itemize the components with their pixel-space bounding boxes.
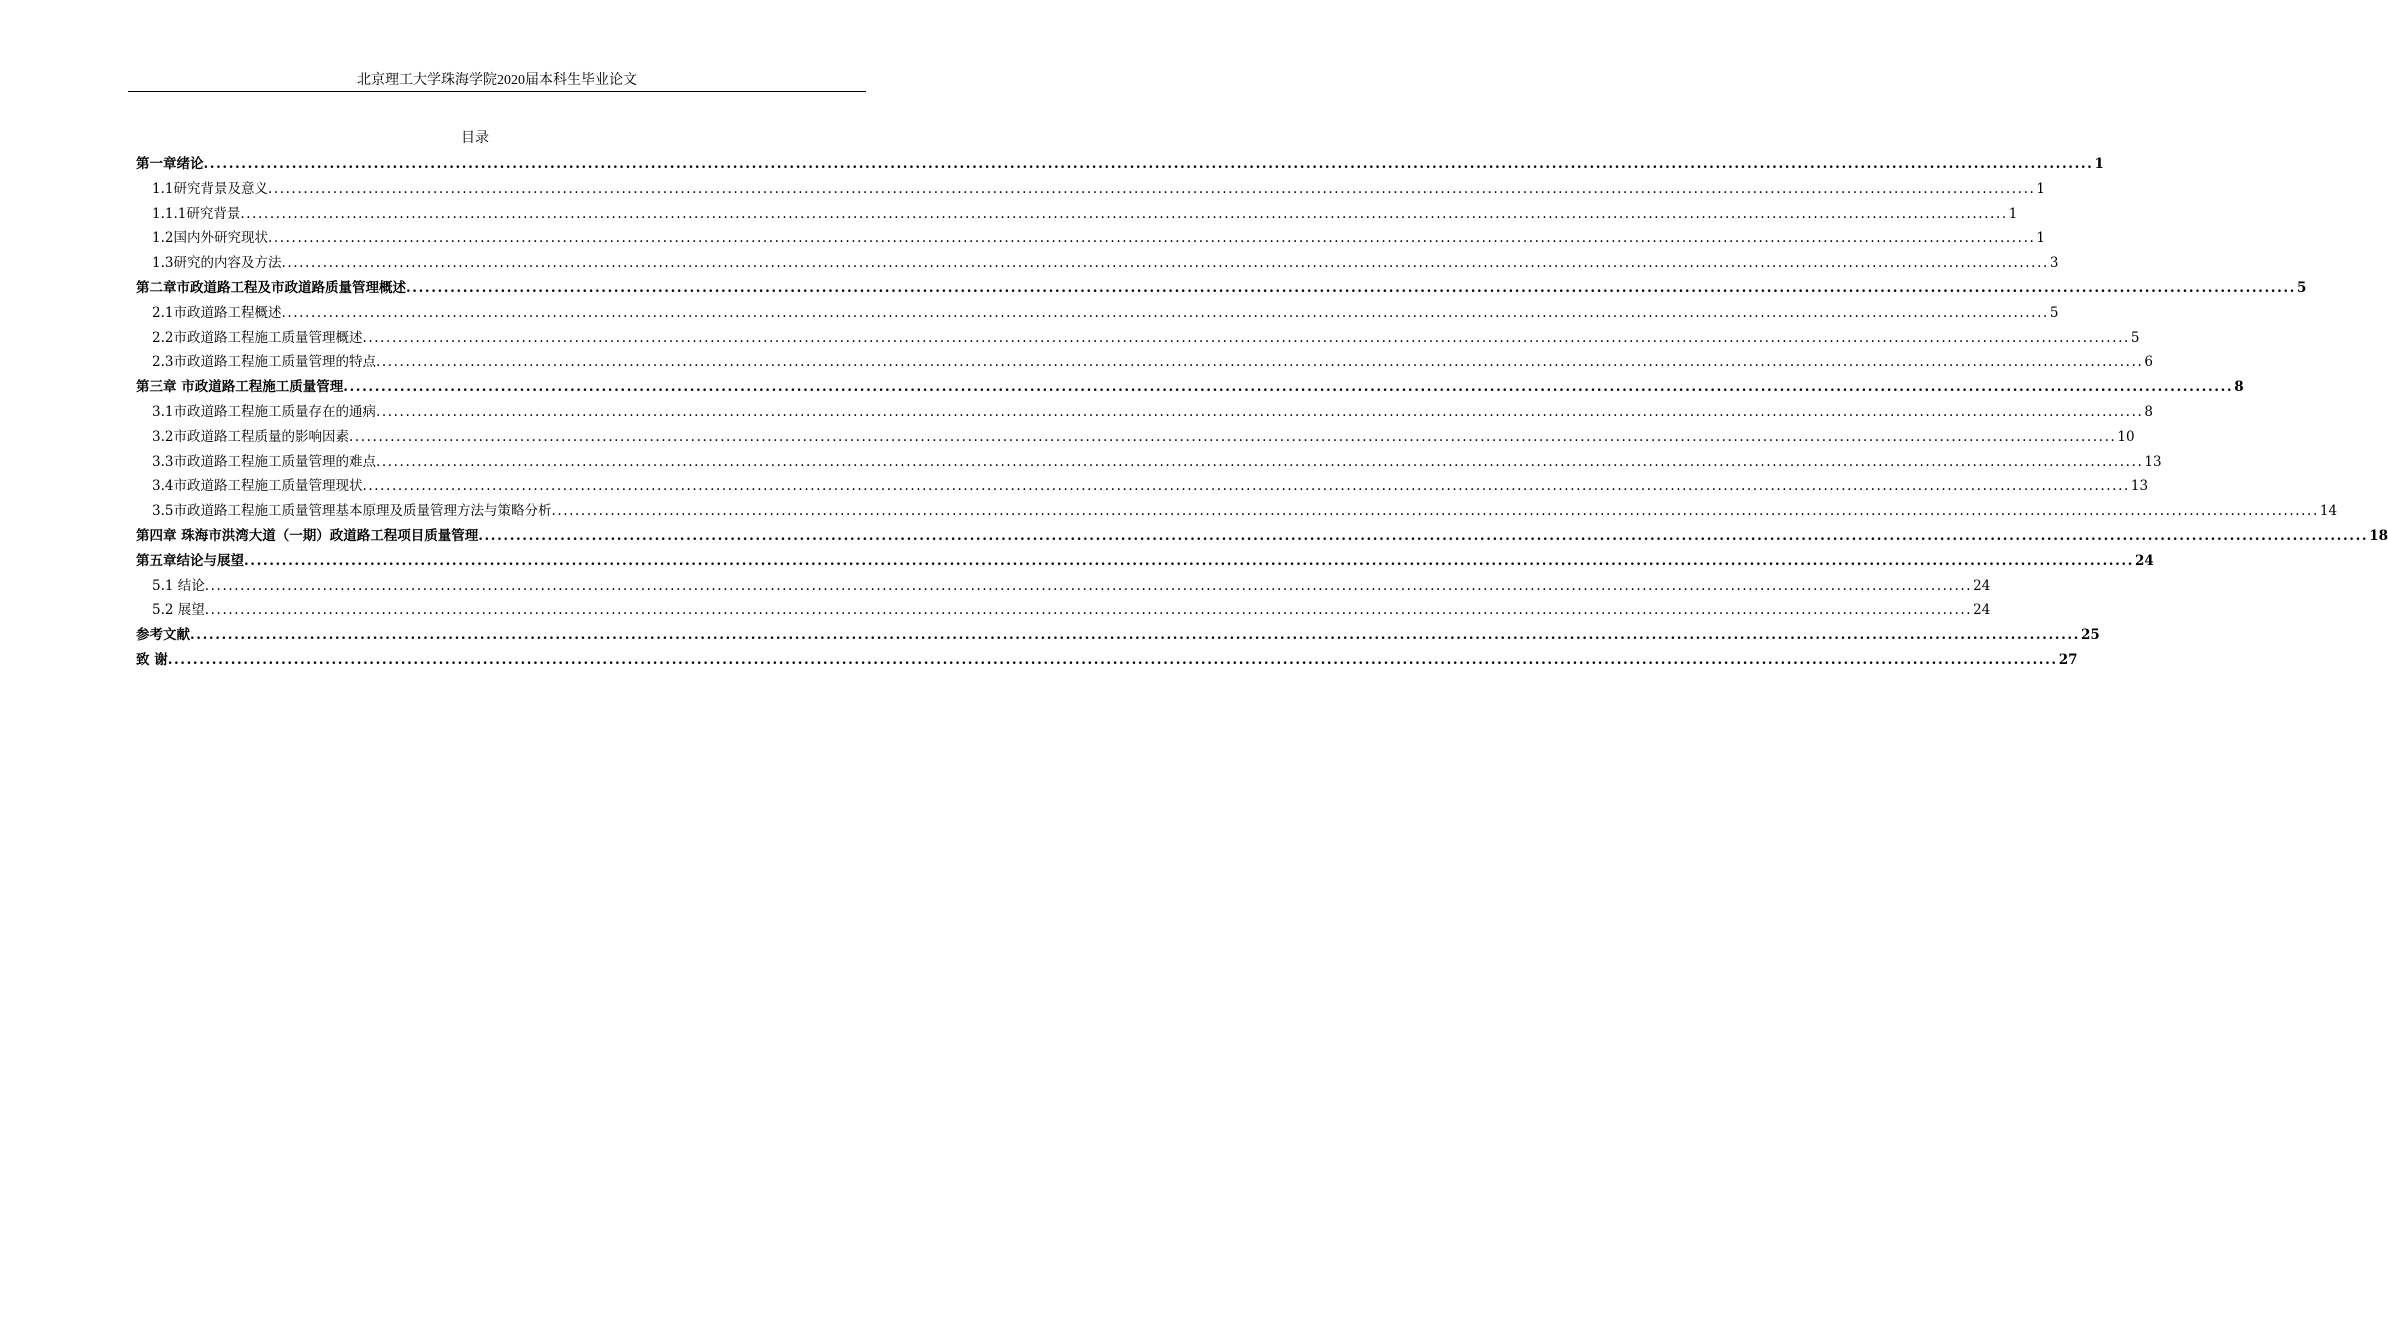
- toc-entry-page-number: 1: [2094, 156, 2104, 172]
- toc-dot-leader: ............................................................................................................................................................................................................................................................................................................: [551, 503, 2319, 520]
- toc-dot-leader: ............................................................................................................................................................................................................................................................................................................: [362, 478, 2130, 495]
- toc-dot-leader: ............................................................................................................................................................................................................................................................................................................: [406, 279, 2296, 296]
- toc-entry-label: 致 谢: [136, 651, 168, 668]
- toc-entry[interactable]: [136, 226, 2045, 251]
- toc-dot-leader: ............................................................................................................................................................................................................................................................................................................: [281, 304, 2049, 321]
- toc-entry[interactable]: [136, 598, 1991, 623]
- toc-entry[interactable]: [136, 152, 2104, 177]
- toc-dot-leader: ............................................................................................................................................................................................................................................................................................................: [204, 577, 1973, 594]
- toc-entry-label: 3.5市政道路工程施工质量管理基本原理及质量管理方法与策略分析: [152, 503, 552, 520]
- toc-entry-page-number: 10: [2117, 428, 2135, 445]
- toc-entry[interactable]: [136, 549, 2154, 574]
- toc-dot-leader: ............................................................................................................................................................................................................................................................................................................: [190, 627, 2080, 644]
- toc-dot-leader: ............................................................................................................................................................................................................................................................................................................: [362, 329, 2130, 346]
- toc-entry-label: 1.2国内外研究现状: [152, 230, 268, 247]
- toc-entry-label: 3.3市政道路工程施工质量管理的难点: [152, 453, 376, 470]
- toc-entry-page-number: 13: [2144, 453, 2162, 470]
- page-header: [128, 72, 866, 92]
- toc-entry[interactable]: [136, 574, 1991, 599]
- toc-dot-leader: ............................................................................................................................................................................................................................................................................................................: [204, 602, 1973, 619]
- toc-entry-page-number: 24: [1973, 577, 1991, 594]
- toc-dot-leader: ............................................................................................................................................................................................................................................................................................................: [375, 453, 2144, 470]
- toc-entry-page-number: 18: [2369, 527, 2388, 544]
- toc-entry-label: 第四章 珠海市洪湾大道（一期）政道路工程项目质量管理: [136, 527, 479, 544]
- toc-entry-page-number: 13: [2130, 478, 2149, 495]
- toc-entry-label: 3.1市政道路工程施工质量存在的通病: [152, 403, 376, 420]
- toc-entry[interactable]: [136, 202, 2018, 227]
- toc-dot-leader: ............................................................................................................................................................................................................................................................................................................: [167, 651, 2058, 668]
- toc-entry[interactable]: [136, 177, 2045, 202]
- toc-dot-leader: ............................................................................................................................................................................................................................................................................................................: [281, 255, 2049, 272]
- toc-entry[interactable]: [136, 648, 2078, 673]
- toc-entry-label: 5.2 展望: [152, 602, 205, 619]
- toc-entry[interactable]: [136, 499, 2338, 524]
- toc-entry-label: 3.2市政道路工程质量的影响因素: [152, 428, 349, 445]
- header-title: 北京理工大学珠海学院2020届本科生毕业论文: [357, 73, 637, 88]
- toc-entry-label: 1.3研究的内容及方法: [152, 255, 282, 272]
- toc-entry-label: 2.1市政道路工程概述: [152, 304, 282, 321]
- toc-entry-label: 1.1.1研究背景: [152, 205, 241, 222]
- toc-entry-page-number: 5: [2130, 329, 2140, 346]
- toc-entry-page-number: 1: [2008, 205, 2018, 222]
- toc-entry[interactable]: [136, 623, 2100, 648]
- toc-entry-label: 2.3市政道路工程施工质量管理的特点: [152, 354, 376, 371]
- toc-entry-label: 第三章 市政道路工程施工质量管理: [136, 379, 344, 396]
- toc-entry[interactable]: [136, 400, 2153, 425]
- toc-entry-label: 第五章结论与展望: [136, 552, 244, 569]
- toc-entry[interactable]: [136, 301, 2059, 326]
- toc-entry-page-number: 3: [2049, 255, 2059, 272]
- toc-dot-leader: ............................................................................................................................................................................................................................................................................................................: [348, 428, 2117, 445]
- toc-entry[interactable]: [136, 425, 2135, 450]
- toc-entry[interactable]: [136, 251, 2059, 276]
- toc-entry-label: 2.2市政道路工程施工质量管理概述: [152, 329, 363, 346]
- toc-entry-page-number: 25: [2080, 627, 2100, 644]
- toc-entry[interactable]: [136, 450, 2162, 475]
- toc-dot-leader: ............................................................................................................................................................................................................................................................................................................: [375, 354, 2144, 371]
- toc-entry-page-number: 14: [2319, 503, 2338, 520]
- toc-entry-page-number: 5: [2049, 304, 2059, 321]
- toc-entry-label: 3.4市政道路工程施工质量管理现状: [152, 478, 363, 495]
- toc-dot-leader: ............................................................................................................................................................................................................................................................................................................: [240, 205, 2008, 222]
- toc-dot-leader: ............................................................................................................................................................................................................................................................................................................: [343, 379, 2234, 396]
- toc-dot-leader: ............................................................................................................................................................................................................................................................................................................: [375, 403, 2144, 420]
- toc-entry-label: 第一章绪论: [136, 156, 204, 172]
- toc-entry-page-number: 1: [2036, 180, 2045, 197]
- toc-dot-leader: ............................................................................................................................................................................................................................................................................................................: [244, 552, 2134, 569]
- toc-entry-page-number: 1: [2036, 230, 2045, 247]
- toc-entry[interactable]: [136, 350, 2153, 375]
- toc-entry-page-number: 6: [2144, 354, 2153, 371]
- toc-entry[interactable]: [136, 474, 2149, 499]
- toc-dot-leader: ............................................................................................................................................................................................................................................................................................................: [203, 156, 2094, 172]
- toc-entry-label: 第二章市政道路工程及市政道路质量管理概述: [136, 279, 406, 296]
- toc-dot-leader: ............................................................................................................................................................................................................................................................................................................: [478, 527, 2369, 544]
- toc-entry[interactable]: [136, 524, 2388, 549]
- toc-title: 目录: [461, 130, 489, 146]
- toc-entry-label: 参考文献: [136, 627, 190, 644]
- toc-entry-page-number: 27: [2058, 651, 2078, 668]
- table-of-contents: [136, 152, 2388, 673]
- toc-entry[interactable]: [136, 326, 2140, 351]
- toc-entry-page-number: 24: [2134, 552, 2154, 569]
- toc-entry-page-number: 8: [2144, 403, 2153, 420]
- toc-entry-page-number: 8: [2234, 379, 2244, 396]
- toc-entry[interactable]: [136, 276, 2307, 301]
- toc-entry[interactable]: [136, 375, 2244, 400]
- toc-entry-page-number: 24: [1973, 602, 1991, 619]
- toc-entry-label: 1.1研究背景及意义: [152, 180, 268, 197]
- toc-dot-leader: ............................................................................................................................................................................................................................................................................................................: [267, 180, 2036, 197]
- toc-entry-label: 5.1 结论: [152, 577, 205, 594]
- toc-dot-leader: ............................................................................................................................................................................................................................................................................................................: [267, 230, 2036, 247]
- toc-entry-page-number: 5: [2296, 279, 2307, 296]
